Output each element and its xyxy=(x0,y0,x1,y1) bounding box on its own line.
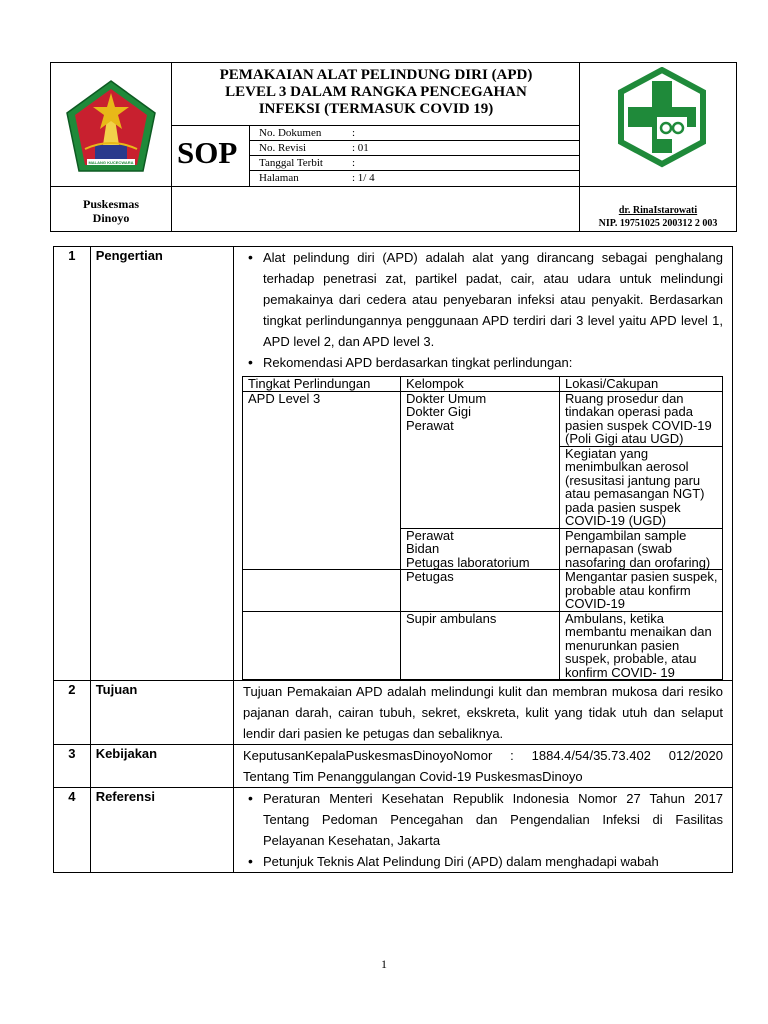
table-cell xyxy=(243,611,401,680)
sop-content-table xyxy=(53,246,733,873)
section-label: Pengertian xyxy=(90,247,233,681)
list-item: • Alat pelindung diri (APD) adalah alat yang dirancang sebagai penghalang terhadap penetrasi zat, partikel padat, cair, atau udara untuk melindungi pemakainya dari cedera atau penyebaran infeksi atau penyakit. Berdasarkan tingkat perlindungannya penggunaan APD terdiri dari 3 level yaitu APD level 1, APD level 2, dan APD level 3. xyxy=(243,247,723,352)
table-cell: Petugas xyxy=(401,570,560,612)
section-number: 2 xyxy=(54,681,91,745)
column-header: Tingkat Perlindungan xyxy=(243,377,401,392)
column-header: Lokasi/Cakupan xyxy=(560,377,723,392)
table-cell: Pengambilan sample pernapasan (swab nasofaring dan orofaring) xyxy=(560,528,723,570)
column-header: Kelompok xyxy=(401,377,560,392)
svg-text:MALANG KUCECWARA: MALANG KUCECWARA xyxy=(88,160,134,165)
section-number: 1 xyxy=(54,247,91,681)
list-item: • Peraturan Menteri Kesehatan Republik Indonesia Nomor 27 Tahun 2017 Tentang Pedoman Pencegahan dan Pengendalian Infeksi di Fasilitas Pelayanan Kesehatan, Jakarta xyxy=(243,788,723,851)
table-cell: Dokter Umum Dokter Gigi Perawat xyxy=(401,391,560,528)
section-tujuan xyxy=(54,681,733,745)
table-cell: Supir ambulans xyxy=(401,611,560,680)
section-pengertian xyxy=(54,247,733,681)
page-number: 1 xyxy=(381,957,387,971)
section-text: KeputusanKepalaPuskesmasDinoyoNomor : 1884.4/54/35.73.402 012/2020 Tentang Tim Penanggulangan Covid-19 PuskesmasDinoyo xyxy=(243,748,723,784)
section-label: Kebijakan xyxy=(90,745,233,788)
table-cell: Mengantar pasien suspek, probable atau konfirm COVID-19 xyxy=(560,570,723,612)
document-title: PEMAKAIAN ALAT PELINDUNG DIRI (APD) LEVEL 3 DALAM RANGKA PENCEGAHAN INFEKSI (TERMASUK COVID 19) xyxy=(219,67,533,117)
malang-city-logo xyxy=(63,79,159,175)
sop-header: MALANG KUCECWARA PEMAKAIAN ALAT PELINDUNG DIRI (APD) LEVEL 3 DALAM RANGKA PENCEGAHAN INFEKSI (TERMASUK COVID 19) SOP No. Dokumen : No. Revisi : 01 Tanggal Terbit : Halaman : 1/ 4 Puskesmas Dinoyo dr. RinaIstarowati NIP. 19751025 200312 2 003 xyxy=(50,62,737,232)
section-number: 3 xyxy=(54,745,91,788)
puskesmas-logo xyxy=(617,67,707,179)
section-kebijakan xyxy=(54,745,733,788)
table-cell: Ruang prosedur dan tindakan operasi pada pasien suspek COVID-19 (Poli Gigi atau UGD) xyxy=(560,391,723,446)
table-cell: APD Level 3 xyxy=(243,391,401,570)
section-number: 4 xyxy=(54,788,91,873)
section-label: Tujuan xyxy=(90,681,233,745)
table-cell: Perawat Bidan Petugas laboratorium xyxy=(401,528,560,570)
table-cell xyxy=(243,570,401,612)
apd-recommendation-table xyxy=(242,376,723,680)
section-referensi xyxy=(54,788,733,873)
section-label: Referensi xyxy=(90,788,233,873)
table-cell: Kegiatan yang menimbulkan aerosol (resusitasi jantung paru atau pemasangan NGT) pada pasien suspek COVID-19 (UGD) xyxy=(560,446,723,528)
list-item: • Rekomendasi APD berdasarkan tingkat perlindungan: xyxy=(243,352,723,373)
signatory: dr. RinaIstarowati NIP. 19751025 200312 2 003 xyxy=(598,205,718,229)
organization-name: Puskesmas Dinoyo xyxy=(82,197,139,225)
table-cell: Ambulans, ketika membantu menaikan dan menurunkan pasien suspek, probable, atau konfirm COVID- 19 xyxy=(560,611,723,680)
list-item: • Petunjuk Teknis Alat Pelindung Diri (APD) dalam menghadapi wabah xyxy=(243,851,723,872)
sop-label: SOP xyxy=(177,135,238,170)
section-text: Tujuan Pemakaian APD adalah melindungi kulit dan membran mukosa dari resiko pajanan darah, cairan tubuh, sekret, ekskreta, kulit yang tidak utuh dan selaput lendir dari pasien ke petugas dan sebaliknya. xyxy=(243,684,723,741)
